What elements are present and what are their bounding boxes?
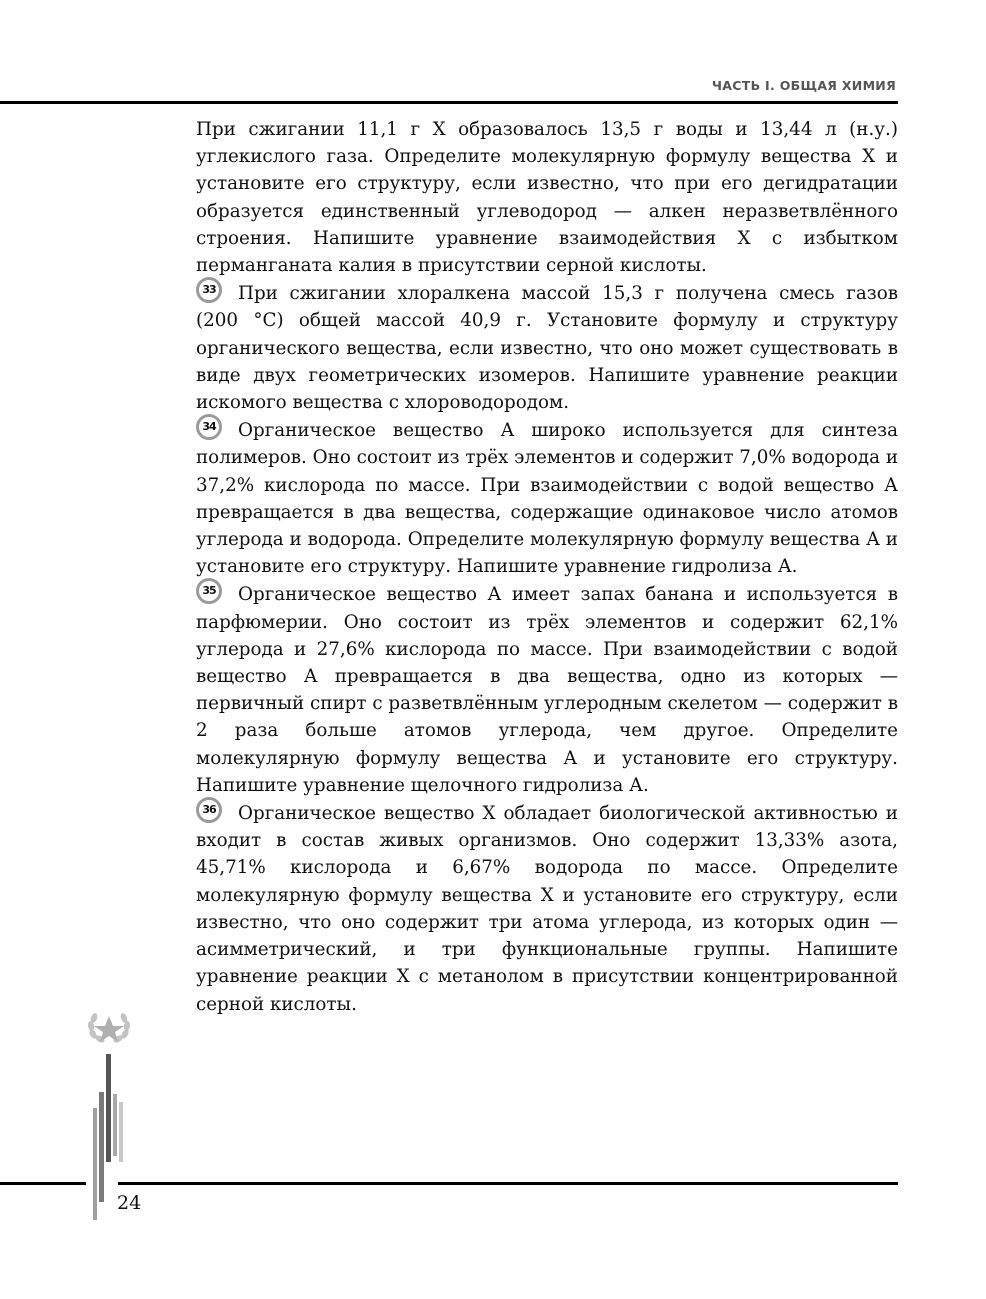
task-text: Органическое вещество А имеет запах банана и используется в парфюмерии. Оно состоит из трёх элементов и содержит 62,1% углерода и 27,6% кислорода по массе. При взаимодействии с водой вещество А превращается в два вещества, одно из которых — первичный спирт с разветвлённым углеродным скелетом — содержит в 2 раза больше атомов углерода, чем другое. Определите молекулярную формулу вещества А и установите его структуру. Напишите уравнение щелочного гидролиза А. — [196, 584, 898, 796]
task-34 — [196, 416, 898, 580]
bottom-rule-right — [118, 1182, 898, 1185]
task-35 — [196, 580, 898, 799]
running-head: ЧАСТЬ I. ОБЩАЯ ХИМИЯ — [711, 78, 896, 93]
bottom-rule-left — [0, 1182, 86, 1185]
page-content — [196, 116, 898, 1018]
top-rule — [0, 101, 898, 104]
task-36 — [196, 799, 898, 1018]
task-number-badge: 36 — [196, 797, 222, 823]
bar-dark — [106, 1054, 111, 1162]
bar-lighter — [119, 1102, 123, 1162]
task-text: Органическое вещество А широко используется для синтеза полимеров. Оно состоит из трёх элементов и содержит 7,0% водорода и 37,2% кислорода по массе. При взаимодействии с водой вещество А превращается в два вещества, содержащие одинаковое число атомов углерода и водорода. Определите молекулярную формулу вещества А и установите его структуру. Напишите уравнение гидролиза А. — [196, 420, 898, 578]
task-number-badge: 33 — [196, 277, 222, 303]
task-text: Органическое вещество X обладает биологической активностью и входит в состав живых организмов. Оно содержит 13,33% азота, 45,71% кислорода и 6,67% водорода по массе. Определите молекулярную формулу вещества X и установите его структуру, если известно, что оно содержит три атома углерода, из которых один — асимметрический, и три функциональные группы. Напишите уравнение реакции X с метанолом в присутствии концентрированной серной кислоты. — [196, 803, 898, 1015]
page-number: 24 — [117, 1192, 142, 1214]
task-number-badge: 34 — [196, 414, 222, 440]
task-33 — [196, 279, 898, 416]
bar-long — [93, 1108, 97, 1220]
task-number-badge: 35 — [196, 578, 222, 604]
task-text: При сжигании 11,1 г X образовалось 13,5 г воды и 13,44 л (н.у.) углекислого газа. Определите молекулярную формулу вещества X и установите его структуру, если известно, что при его дегидратации образуется единственный углеводород — алкен неразветвлённого строения. Напишите уравнение взаимодействия X с избытком перманганата калия в присутствии серной кислоты. — [196, 119, 898, 277]
bar-mid — [99, 1092, 104, 1202]
star-laurel-wreath-icon — [84, 1010, 144, 1220]
bar-light — [113, 1094, 117, 1156]
task-text: При сжигании хлоралкена массой 15,3 г получена смесь газов (200 °C) общей массой 40,9 г. Установите формулу и структуру органического вещества, если известно, что оно может существовать в виде двух геометрических изомеров. Напишите уравнение реакции искомого вещества с хлороводородом. — [196, 283, 898, 414]
task-continuation — [196, 116, 898, 279]
